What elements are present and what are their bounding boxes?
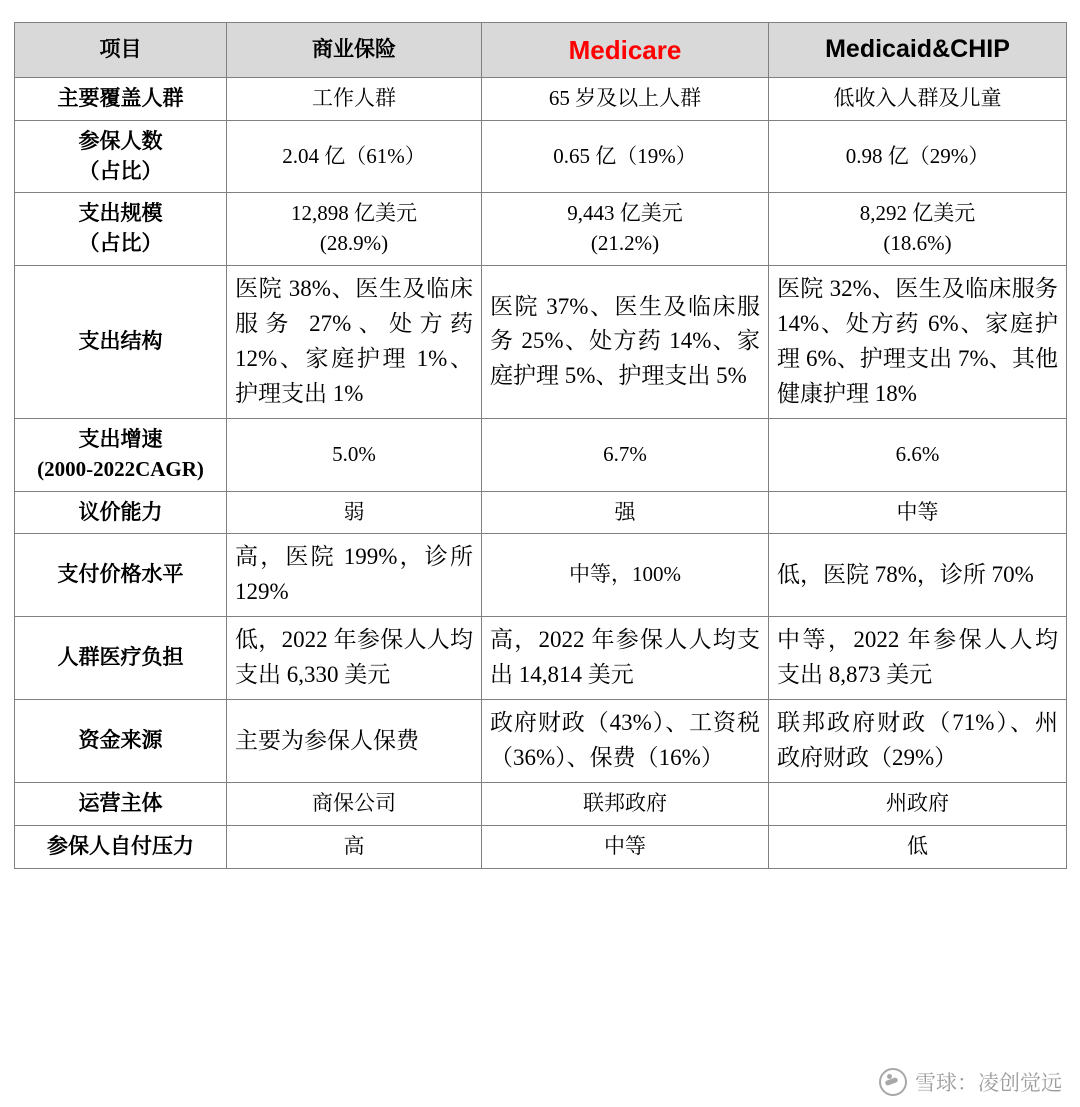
cell-medicare-medical-burden: 高，2022 年参保人人均支出 14,814 美元 — [482, 617, 769, 700]
table-row — [15, 491, 1067, 534]
table-row — [15, 783, 1067, 826]
insurance-comparison-table — [14, 22, 1067, 869]
cell-medicaid-covered-population: 低收入人群及儿童 — [769, 78, 1067, 121]
cell-medicaid-enrollment: 0.98 亿（29%） — [769, 120, 1067, 193]
cell-commercial-funding-source: 主要为参保人保费 — [227, 700, 482, 783]
value-line-1: 12,898 亿美元 — [291, 201, 417, 226]
cell-medicaid-operator: 州政府 — [769, 783, 1067, 826]
table-row — [15, 78, 1067, 121]
cell-commercial-spending-structure: 医院 38%、医生及临床服务 27%、处方药 12%、家庭护理 1%、护理支出 1% — [227, 266, 482, 419]
cell-commercial-out-of-pocket-pressure: 高 — [227, 825, 482, 868]
cell-medicare-spending-growth: 6.7% — [482, 418, 769, 491]
comparison-table-container — [14, 22, 1066, 869]
row-label-medical-burden: 人群医疗负担 — [15, 617, 227, 700]
row-label-spending-scale — [15, 193, 227, 266]
value-line-2: (21.2%) — [590, 231, 660, 256]
value-line-1: 8,292 亿美元 — [859, 201, 976, 226]
xueqiu-logo-icon — [879, 1068, 907, 1096]
table-header-row — [15, 23, 1067, 78]
cell-medicaid-payment-price-level: 低，医院 78%，诊所 70% — [769, 534, 1067, 617]
column-header-commercial: 商业保险 — [227, 23, 482, 78]
row-label-spending-structure: 支出结构 — [15, 266, 227, 419]
row-label-line-2: （占比） — [78, 158, 163, 183]
row-label-line-1: 支出增速 — [78, 426, 163, 451]
cell-commercial-spending-growth: 5.0% — [227, 418, 482, 491]
value-line-2: (18.6%) — [883, 231, 952, 256]
cell-medicaid-spending-growth: 6.6% — [769, 418, 1067, 491]
row-label-out-of-pocket-pressure: 参保人自付压力 — [15, 825, 227, 868]
cell-commercial-medical-burden: 低，2022 年参保人人均支出 6,330 美元 — [227, 617, 482, 700]
table-row — [15, 617, 1067, 700]
row-label-line-1: 参保人数 — [78, 128, 163, 153]
cell-commercial-operator: 商保公司 — [227, 783, 482, 826]
cell-medicaid-medical-burden: 中等，2022 年参保人人均支出 8,873 美元 — [769, 617, 1067, 700]
table-row — [15, 193, 1067, 266]
table-row — [15, 700, 1067, 783]
cell-medicare-operator: 联邦政府 — [482, 783, 769, 826]
cell-commercial-spending-scale — [227, 193, 482, 266]
cell-medicare-bargaining-power: 强 — [482, 491, 769, 534]
row-label-funding-source: 资金来源 — [15, 700, 227, 783]
cell-commercial-bargaining-power: 弱 — [227, 491, 482, 534]
cell-medicare-spending-scale — [482, 193, 769, 266]
cell-medicaid-bargaining-power: 中等 — [769, 491, 1067, 534]
cell-medicare-funding-source: 政府财政（43%）、工资税（36%）、保费（16%） — [482, 700, 769, 783]
row-label-line-2: （占比） — [78, 231, 163, 256]
cell-medicaid-spending-scale — [769, 193, 1067, 266]
row-label-line-1: 支出规模 — [78, 201, 163, 226]
table-row — [15, 825, 1067, 868]
cell-commercial-enrollment: 2.04 亿（61%） — [227, 120, 482, 193]
row-label-line-2: (2000-2022CAGR) — [37, 456, 204, 481]
cell-commercial-payment-price-level: 高，医院 199%，诊所 129% — [227, 534, 482, 617]
table-row — [15, 120, 1067, 193]
row-label-spending-growth — [15, 418, 227, 491]
row-label-covered-population: 主要覆盖人群 — [15, 78, 227, 121]
cell-commercial-covered-population: 工作人群 — [227, 78, 482, 121]
cell-medicare-payment-price-level: 中等，100% — [482, 534, 769, 617]
table-row — [15, 534, 1067, 617]
watermark-text: 雪球：凌创觉远 — [915, 1072, 1062, 1095]
row-label-payment-price-level: 支付价格水平 — [15, 534, 227, 617]
table-row — [15, 266, 1067, 419]
column-header-medicare: Medicare — [482, 23, 769, 78]
cell-medicaid-spending-structure: 医院 32%、医生及临床服务 14%、处方药 6%、家庭护理 6%、护理支出 7%、其他健康护理 18% — [769, 266, 1067, 419]
watermark — [879, 1067, 1062, 1097]
table-row — [15, 418, 1067, 491]
cell-medicare-spending-structure: 医院 37%、医生及临床服务 25%、处方药 14%、家庭护理 5%、护理支出 5% — [482, 266, 769, 419]
cell-medicare-enrollment: 0.65 亿（19%） — [482, 120, 769, 193]
row-label-bargaining-power: 议价能力 — [15, 491, 227, 534]
cell-medicaid-out-of-pocket-pressure: 低 — [769, 825, 1067, 868]
row-label-enrollment — [15, 120, 227, 193]
value-line-1: 9,443 亿美元 — [567, 201, 683, 226]
cell-medicaid-funding-source: 联邦政府财政（71%）、州政府财政（29%） — [769, 700, 1067, 783]
cell-medicare-out-of-pocket-pressure: 中等 — [482, 825, 769, 868]
value-line-2: (28.9%) — [319, 231, 389, 256]
column-header-medicaid: Medicaid&CHIP — [769, 23, 1067, 78]
row-label-operator: 运营主体 — [15, 783, 227, 826]
column-header-item: 项目 — [15, 23, 227, 78]
cell-medicare-covered-population: 65 岁及以上人群 — [482, 78, 769, 121]
